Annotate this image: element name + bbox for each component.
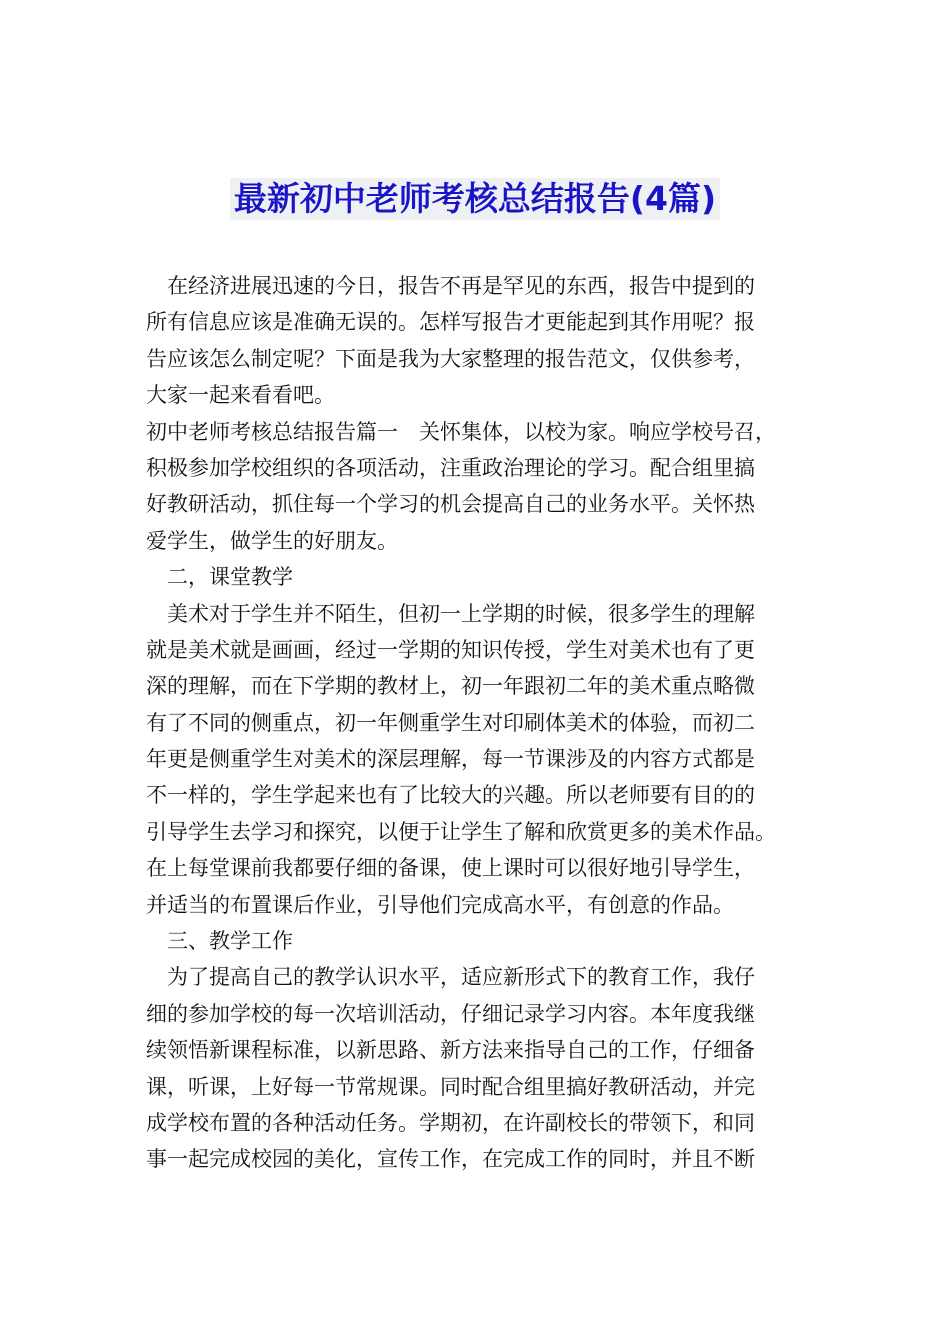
text-line: 课，听课，上好每一节常规课。同时配合组里搞好教研活动，并完 xyxy=(146,1074,755,1099)
text-line: 深的理解，而在下学期的教材上，初一年跟初二年的美术重点略微 xyxy=(146,674,755,699)
text-line: 二，课堂教学 xyxy=(167,565,293,590)
text-line: 三、教学工作 xyxy=(167,929,293,954)
text-line: 初中老师考核总结报告篇一 关怀集体，以校为家。响应学校号召， xyxy=(146,419,776,444)
text-line: 积极参加学校组织的各项活动，注重政治理论的学习。配合组里搞 xyxy=(146,455,755,480)
text-line: 告应该怎么制定呢？下面是我为大家整理的报告范文，仅供参考， xyxy=(146,346,755,371)
text-line: 为了提高自己的教学认识水平，适应新形式下的教育工作，我仔 xyxy=(167,965,755,990)
text-line: 续领悟新课程标准，以新思路、新方法来指导自己的工作，仔细备 xyxy=(146,1038,755,1063)
text-line: 不一样的，学生学起来也有了比较大的兴趣。所以老师要有目的的 xyxy=(146,783,755,808)
text-line: 事一起完成校园的美化，宣传工作，在完成工作的同时，并且不断 xyxy=(146,1147,755,1172)
text-line: 美术对于学生并不陌生，但初一上学期的时候，很多学生的理解 xyxy=(167,601,755,626)
text-line: 在经济进展迅速的今日，报告不再是罕见的东西，报告中提到的 xyxy=(167,274,755,298)
text-line: 并适当的布置课后作业，引导他们完成高水平，有创意的作品。 xyxy=(146,892,734,917)
text-line: 细的参加学校的每一次培训活动，仔细记录学习内容。本年度我继 xyxy=(146,1001,755,1026)
document-title: 最新初中老师考核总结报告(4篇) xyxy=(230,178,720,220)
text-line: 爱学生，做学生的好朋友。 xyxy=(146,528,398,553)
text-line: 所有信息应该是准确无误的。怎样写报告才更能起到其作用呢？报 xyxy=(146,310,755,335)
text-line: 有了不同的侧重点，初一年侧重学生对印刷体美术的体验，而初二 xyxy=(146,710,755,735)
text-line: 好教研活动，抓住每一个学习的机会提高自己的业务水平。关怀热 xyxy=(146,492,755,517)
text-line: 在上每堂课前我都要仔细的备课，使上课时可以很好地引导学生， xyxy=(146,856,755,881)
text-line: 成学校布置的各种活动任务。学期初，在许副校长的带领下，和同 xyxy=(146,1110,755,1135)
text-line: 大家一起来看看吧。 xyxy=(146,383,335,408)
text-line: 引导学生去学习和探究，以便于让学生了解和欣赏更多的美术作品。 xyxy=(146,819,776,844)
title-container xyxy=(0,178,950,220)
text-line: 就是美术就是画画，经过一学期的知识传授，学生对美术也有了更 xyxy=(146,637,755,662)
text-line: 年更是侧重学生对美术的深层理解，每一节课涉及的内容方式都是 xyxy=(146,747,755,772)
document-body xyxy=(146,268,826,1178)
